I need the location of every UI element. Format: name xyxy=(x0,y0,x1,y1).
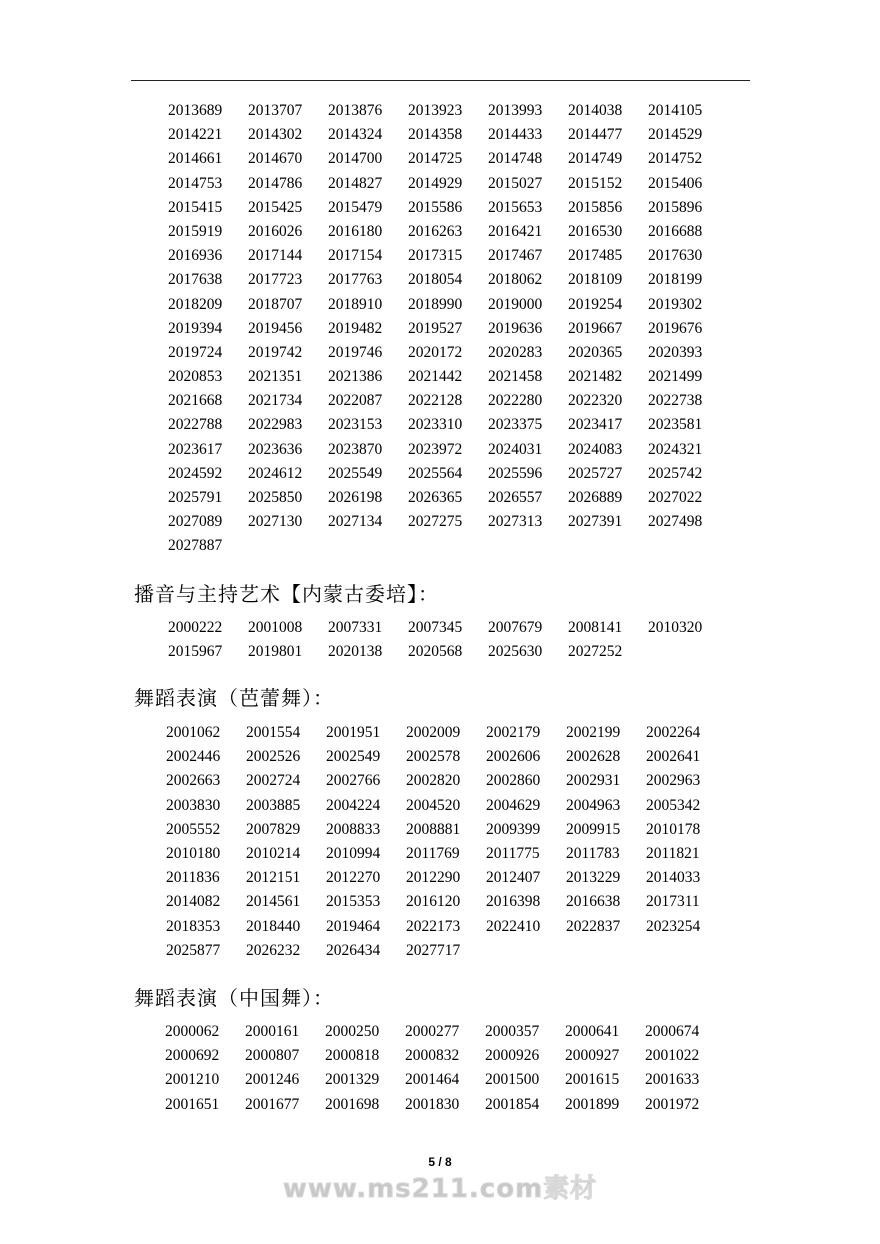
admission-number: 2027022 xyxy=(648,489,703,506)
admission-number: 2016120 xyxy=(406,893,461,911)
admission-number: 2022983 xyxy=(248,416,303,434)
admission-number: 2015479 xyxy=(328,198,383,216)
admission-number: 2018209 xyxy=(168,295,223,313)
admission-number: 2019667 xyxy=(568,319,623,337)
section-heading: 舞蹈表演（芭蕾舞）： xyxy=(134,686,334,710)
admission-number: 2005552 xyxy=(166,820,221,838)
admission-number: 2020568 xyxy=(408,643,463,661)
admission-number: 2013229 xyxy=(566,869,621,887)
admission-number: 2018353 xyxy=(166,917,221,935)
admission-number: 2015856 xyxy=(568,198,623,216)
admission-number: 2014748 xyxy=(488,150,543,168)
admission-number: 2020138 xyxy=(328,643,383,661)
admission-number: 2017638 xyxy=(168,271,223,289)
admission-number: 2002641 xyxy=(646,748,701,766)
admission-number: 2025850 xyxy=(248,489,303,506)
admission-number: 2018440 xyxy=(246,917,301,935)
admission-number: 2016421 xyxy=(488,222,543,240)
admission-number: 2002009 xyxy=(406,724,461,741)
admission-number: 2019676 xyxy=(648,319,703,337)
admission-number: 2027498 xyxy=(648,513,703,531)
admission-number: 2001633 xyxy=(645,1071,700,1089)
admission-number: 2001554 xyxy=(246,724,301,741)
admission-number: 2024321 xyxy=(648,440,703,458)
admission-number: 2015653 xyxy=(488,198,543,216)
admission-number: 2020283 xyxy=(488,343,543,361)
admission-number: 2016688 xyxy=(648,222,703,240)
admission-number: 2001022 xyxy=(645,1047,700,1065)
admission-number: 2021351 xyxy=(248,368,303,386)
admission-number: 2001615 xyxy=(565,1071,620,1089)
admission-number: 2017315 xyxy=(408,247,463,265)
admission-number: 2000926 xyxy=(485,1047,540,1065)
admission-number: 2019636 xyxy=(488,319,543,337)
admission-number: 2023375 xyxy=(488,416,543,434)
admission-number: 2023870 xyxy=(328,440,383,458)
admission-number: 2012407 xyxy=(486,869,541,887)
admission-number: 2018910 xyxy=(328,295,383,313)
admission-number: 2016638 xyxy=(566,893,621,911)
admission-number: 2014827 xyxy=(328,174,383,192)
admission-number: 2019394 xyxy=(168,319,223,337)
admission-number: 2008833 xyxy=(326,820,381,838)
admission-number: 2014358 xyxy=(408,126,463,144)
admission-number: 2000641 xyxy=(565,1023,620,1040)
admission-number: 2001246 xyxy=(245,1071,300,1089)
admission-number: 2022173 xyxy=(406,917,461,935)
admission-number: 2000250 xyxy=(325,1023,380,1040)
admission-number: 2019456 xyxy=(248,319,303,337)
admission-number: 2000818 xyxy=(325,1047,380,1065)
admission-number: 2025596 xyxy=(488,464,543,482)
admission-number: 2012151 xyxy=(246,869,301,887)
section-heading: 播音与主持艺术【内蒙古委培】： xyxy=(134,582,439,606)
admission-number: 2012290 xyxy=(406,869,461,887)
number-grid xyxy=(168,99,728,559)
admission-number: 2001500 xyxy=(485,1071,540,1089)
admission-number: 2002578 xyxy=(406,748,461,766)
admission-number: 2023972 xyxy=(408,440,463,458)
admission-number: 2010178 xyxy=(646,820,701,838)
admission-number: 2007829 xyxy=(246,820,301,838)
admission-number: 2001677 xyxy=(245,1095,300,1113)
admission-number: 2014033 xyxy=(646,869,701,887)
admission-number: 2022788 xyxy=(168,416,223,434)
admission-number: 2024592 xyxy=(168,464,223,482)
admission-number: 2001062 xyxy=(166,724,221,741)
admission-number: 2022280 xyxy=(488,392,543,410)
admission-number: 2026557 xyxy=(488,489,543,506)
admission-number: 2024031 xyxy=(488,440,543,458)
admission-number: 2023310 xyxy=(408,416,463,434)
admission-number: 2027887 xyxy=(168,537,223,555)
admission-number: 2019254 xyxy=(568,295,623,313)
admission-number: 2004520 xyxy=(406,796,461,814)
admission-number: 2000832 xyxy=(405,1047,460,1065)
admission-number: 2002820 xyxy=(406,772,461,790)
admission-number: 2000692 xyxy=(165,1047,220,1065)
admission-number: 2023153 xyxy=(328,416,383,434)
admission-number: 2020393 xyxy=(648,343,703,361)
admission-number: 2023617 xyxy=(168,440,223,458)
admission-number: 2019527 xyxy=(408,319,463,337)
admission-number: 2016026 xyxy=(248,222,303,240)
admission-number: 2014221 xyxy=(168,126,223,144)
admission-number: 2007345 xyxy=(408,619,463,636)
admission-number: 2021668 xyxy=(168,392,223,410)
admission-number: 2002606 xyxy=(486,748,541,766)
admission-number: 2000222 xyxy=(168,619,223,636)
admission-number: 2004963 xyxy=(566,796,621,814)
admission-number: 2000927 xyxy=(565,1047,620,1065)
admission-number: 2025877 xyxy=(166,941,221,959)
admission-number: 2021442 xyxy=(408,368,463,386)
admission-number: 2016180 xyxy=(328,222,383,240)
admission-number: 2017763 xyxy=(328,271,383,289)
admission-number: 2001972 xyxy=(645,1095,700,1113)
admission-number: 2018062 xyxy=(488,271,543,289)
admission-number: 2019742 xyxy=(248,343,303,361)
admission-number: 2001698 xyxy=(325,1095,380,1113)
admission-number: 2001329 xyxy=(325,1071,380,1089)
admission-number: 2000277 xyxy=(405,1023,460,1040)
admission-number: 2027252 xyxy=(568,643,623,661)
admission-number: 2010214 xyxy=(246,844,301,862)
admission-number: 2023417 xyxy=(568,416,623,434)
header-rule xyxy=(131,80,750,81)
admission-number: 2015919 xyxy=(168,222,223,240)
number-grid xyxy=(168,616,728,664)
admission-number: 2013923 xyxy=(408,102,463,119)
admission-number: 2014725 xyxy=(408,150,463,168)
admission-number: 2021458 xyxy=(488,368,543,386)
admission-number: 2009399 xyxy=(486,820,541,838)
admission-number: 2004629 xyxy=(486,796,541,814)
admission-number: 2014038 xyxy=(568,102,623,119)
admission-number: 2000357 xyxy=(485,1023,540,1040)
admission-number: 2021386 xyxy=(328,368,383,386)
admission-number: 2019464 xyxy=(326,917,381,935)
admission-number: 2019746 xyxy=(328,343,383,361)
admission-number: 2001651 xyxy=(165,1095,220,1113)
admission-number: 2019801 xyxy=(248,643,303,661)
admission-number: 2013707 xyxy=(248,102,303,119)
admission-number: 2004224 xyxy=(326,796,381,814)
admission-number: 2027313 xyxy=(488,513,543,531)
admission-number: 2000807 xyxy=(245,1047,300,1065)
admission-number: 2002446 xyxy=(166,748,221,766)
admission-number: 2013689 xyxy=(168,102,223,119)
admission-number: 2027275 xyxy=(408,513,463,531)
admission-number: 2010320 xyxy=(648,619,703,636)
admission-number: 2001464 xyxy=(405,1071,460,1089)
admission-number: 2002526 xyxy=(246,748,301,766)
admission-number: 2015967 xyxy=(168,643,223,661)
admission-number: 2025791 xyxy=(168,489,223,506)
admission-number: 2020172 xyxy=(408,343,463,361)
admission-number: 2008881 xyxy=(406,820,461,838)
admission-number: 2017485 xyxy=(568,247,623,265)
admission-number: 2016936 xyxy=(168,247,223,265)
admission-number: 2014929 xyxy=(408,174,463,192)
admission-number: 2019302 xyxy=(648,295,703,313)
admission-number: 2011836 xyxy=(166,869,220,887)
admission-number: 2025630 xyxy=(488,643,543,661)
admission-number: 2001951 xyxy=(326,724,381,741)
admission-number: 2014700 xyxy=(328,150,383,168)
admission-number: 2023636 xyxy=(248,440,303,458)
admission-number: 2018707 xyxy=(248,295,303,313)
admission-number: 2017311 xyxy=(646,893,700,911)
admission-number: 2001899 xyxy=(565,1095,620,1113)
admission-number: 2021734 xyxy=(248,392,303,410)
admission-number: 2026198 xyxy=(328,489,383,506)
admission-number: 2001830 xyxy=(405,1095,460,1113)
admission-number: 2001008 xyxy=(248,619,303,636)
admission-number: 2014752 xyxy=(648,150,703,168)
admission-number: 2027089 xyxy=(168,513,223,531)
watermark: www.ms211.com素材 xyxy=(282,1174,598,1204)
admission-number: 2002663 xyxy=(166,772,221,790)
admission-number: 2014786 xyxy=(248,174,303,192)
admission-number: 2010180 xyxy=(166,844,221,862)
admission-number: 2002860 xyxy=(486,772,541,790)
admission-number: 2026434 xyxy=(326,941,381,959)
admission-number: 2019724 xyxy=(168,343,223,361)
admission-number: 2002199 xyxy=(566,724,621,741)
admission-number: 2013876 xyxy=(328,102,383,119)
admission-number: 2017467 xyxy=(488,247,543,265)
admission-number: 2015152 xyxy=(568,174,623,192)
admission-number: 2018109 xyxy=(568,271,623,289)
admission-number: 2022410 xyxy=(486,917,541,935)
admission-number: 2024612 xyxy=(248,464,303,482)
admission-number: 2002628 xyxy=(566,748,621,766)
admission-number: 2026232 xyxy=(246,941,301,959)
admission-number: 2020853 xyxy=(168,368,223,386)
admission-number: 2020365 xyxy=(568,343,623,361)
admission-number: 2014661 xyxy=(168,150,223,168)
admission-number: 2015896 xyxy=(648,198,703,216)
admission-number: 2010994 xyxy=(326,844,381,862)
admission-number: 2025727 xyxy=(568,464,623,482)
admission-number: 2014561 xyxy=(246,893,301,911)
admission-number: 2022837 xyxy=(566,917,621,935)
admission-number: 2002724 xyxy=(246,772,301,790)
admission-number: 2026365 xyxy=(408,489,463,506)
admission-number: 2022320 xyxy=(568,392,623,410)
admission-number: 2000062 xyxy=(165,1023,220,1040)
section-heading: 舞蹈表演（中国舞）： xyxy=(134,986,334,1010)
admission-number: 2024083 xyxy=(568,440,623,458)
admission-number: 2016530 xyxy=(568,222,623,240)
admission-number: 2012270 xyxy=(326,869,381,887)
admission-number: 2019482 xyxy=(328,319,383,337)
admission-number: 2015353 xyxy=(326,893,381,911)
admission-number: 2014670 xyxy=(248,150,303,168)
admission-number: 2008141 xyxy=(568,619,623,636)
admission-number: 2016398 xyxy=(486,893,541,911)
admission-number: 2014753 xyxy=(168,174,223,192)
admission-number: 2023581 xyxy=(648,416,703,434)
admission-number: 2015586 xyxy=(408,198,463,216)
admission-number: 2017154 xyxy=(328,247,383,265)
admission-number: 2002931 xyxy=(566,772,621,790)
admission-number: 2027717 xyxy=(406,941,461,959)
admission-number: 2027130 xyxy=(248,513,303,531)
admission-number: 2027134 xyxy=(328,513,383,531)
admission-number: 2023254 xyxy=(646,917,701,935)
admission-number: 2015406 xyxy=(648,174,703,192)
admission-number: 2002963 xyxy=(646,772,701,790)
admission-number: 2022087 xyxy=(328,392,383,410)
admission-number: 2001210 xyxy=(165,1071,220,1089)
admission-number: 2011821 xyxy=(646,844,700,862)
admission-number: 2019000 xyxy=(488,295,543,313)
admission-number: 2009915 xyxy=(566,820,621,838)
admission-number: 2003885 xyxy=(246,796,301,814)
admission-number: 2014749 xyxy=(568,150,623,168)
admission-number: 2018990 xyxy=(408,295,463,313)
admission-number: 2002766 xyxy=(326,772,381,790)
admission-number: 2014324 xyxy=(328,126,383,144)
admission-number: 2021482 xyxy=(568,368,623,386)
admission-number: 2001854 xyxy=(485,1095,540,1113)
admission-number: 2018199 xyxy=(648,271,703,289)
admission-number: 2022128 xyxy=(408,392,463,410)
admission-number: 2014477 xyxy=(568,126,623,144)
page-number: 5 / 8 xyxy=(428,1155,452,1169)
admission-number: 2026889 xyxy=(568,489,623,506)
admission-number: 2000161 xyxy=(245,1023,300,1040)
admission-number: 2014529 xyxy=(648,126,703,144)
admission-number: 2014433 xyxy=(488,126,543,144)
admission-number: 2025742 xyxy=(648,464,703,482)
admission-number: 2017723 xyxy=(248,271,303,289)
admission-number: 2002179 xyxy=(486,724,541,741)
admission-number: 2015415 xyxy=(168,198,223,216)
admission-number: 2025564 xyxy=(408,464,463,482)
admission-number: 2014105 xyxy=(648,102,703,119)
admission-number: 2011769 xyxy=(406,844,460,862)
number-grid xyxy=(166,721,726,963)
admission-number: 2027391 xyxy=(568,513,623,531)
admission-number: 2014302 xyxy=(248,126,303,144)
admission-number: 2014082 xyxy=(166,893,221,911)
admission-number: 2022738 xyxy=(648,392,703,410)
admission-number: 2002264 xyxy=(646,724,701,741)
admission-number: 2017630 xyxy=(648,247,703,265)
admission-number: 2015027 xyxy=(488,174,543,192)
admission-number: 2002549 xyxy=(326,748,381,766)
admission-number: 2005342 xyxy=(646,796,701,814)
admission-number: 2017144 xyxy=(248,247,303,265)
admission-number: 2016263 xyxy=(408,222,463,240)
admission-number: 2021499 xyxy=(648,368,703,386)
number-grid xyxy=(165,1020,725,1117)
admission-number: 2003830 xyxy=(166,796,221,814)
admission-number: 2000674 xyxy=(645,1023,700,1040)
admission-number: 2018054 xyxy=(408,271,463,289)
admission-number: 2015425 xyxy=(248,198,303,216)
admission-number: 2011783 xyxy=(566,844,620,862)
admission-number: 2007679 xyxy=(488,619,543,636)
admission-number: 2011775 xyxy=(486,844,540,862)
admission-number: 2007331 xyxy=(328,619,383,636)
admission-number: 2013993 xyxy=(488,102,543,119)
admission-number: 2025549 xyxy=(328,464,383,482)
